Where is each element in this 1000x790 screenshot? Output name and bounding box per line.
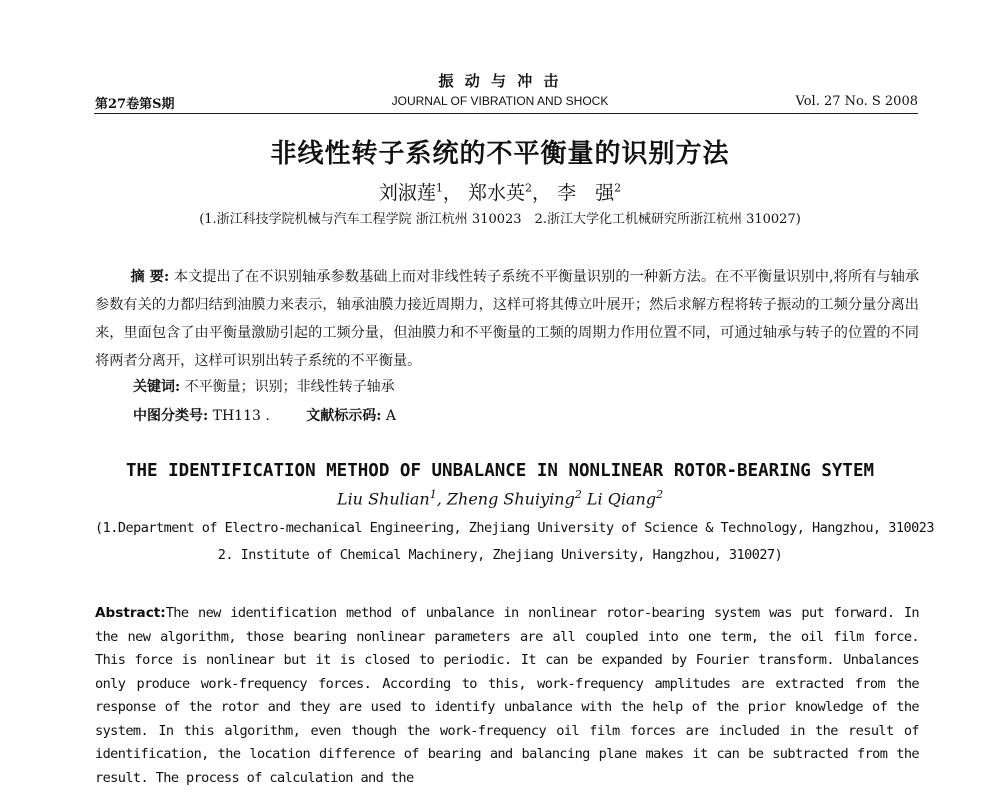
affiliation-en-1: (1.Department of Electro-mechanical Engineering, Zhejiang University of Science & Technology, Hangzhou, 310023 [95, 520, 935, 536]
authors-cn [0, 178, 1000, 205]
abstract-en [95, 602, 919, 790]
clc-label: 中图分类号: [133, 408, 209, 424]
author-name-en: Liu Shulian [336, 489, 430, 509]
author-affil-sup: 2 [614, 181, 622, 195]
author-name-en: Zheng Shuiying [446, 489, 575, 509]
abstract-en-label: Abstract: [95, 605, 166, 621]
keywords-cn [133, 376, 395, 396]
author-separator: ， [442, 182, 462, 204]
abstract-cn [95, 263, 919, 375]
header-rule [94, 113, 918, 114]
author-affil-sup: 1 [429, 488, 437, 501]
author-affil-sup: 1 [435, 181, 443, 195]
journal-name-en: JOURNAL OF VIBRATION AND SHOCK [391, 94, 609, 108]
doc-code-label: 文献标示码: [306, 408, 382, 424]
author-separator: ， [532, 182, 552, 204]
clc-code: TH113 . [212, 408, 270, 424]
volume-info-cn: 第27卷第S期 [95, 97, 175, 112]
abstract-cn-text: 本文提出了在不识别轴承参数基础上而对非线性转子系统不平衡量识别的一种新方法。在不平衡量识别中,将所有与轴承参数有关的力都归结到油膜力来表示，轴承油膜力接近周期力，这样可将其傅立叶展开；然后求解方程将转子振动的工频分量分离出来，里面包含了由平衡量激励引起的工频分量，但油膜力和不平衡量的工频的周期力作用位置不同，可通过轴承与转子的位置的不同将两者分离开，这样可识别出转子系统的不平衡量。 [95, 269, 920, 369]
author-affil-sup: 2 [574, 488, 582, 501]
classification-line [133, 405, 396, 425]
paper-title-cn: 非线性转子系统的不平衡量的识别方法 [270, 139, 730, 169]
author-name-en: Li Qiang [586, 489, 657, 509]
doc-code: A [385, 408, 396, 424]
author-name: 郑水英 [467, 182, 525, 204]
author-name: 李 强 [557, 182, 615, 204]
paper-title-en: THE IDENTIFICATION METHOD OF UNBALANCE IN NONLINEAR ROTOR-BEARING SYTEM [125, 461, 875, 481]
author-name: 刘淑莲 [378, 182, 436, 204]
affiliation-cn: (1.浙江科技学院机械与汽车工程学院 浙江杭州 310023 2.浙江大学化工机械研究所浙江杭州 310027) [199, 212, 801, 227]
author-affil-sup: 2 [525, 181, 532, 195]
author-separator: , [436, 489, 447, 509]
authors-en [0, 488, 1000, 508]
affiliation-en-2: 2. Institute of Chemical Machinery, Zhejiang University, Hangzhou, 310027) [217, 547, 783, 563]
volume-info-en: Vol. 27 No. S 2008 [795, 94, 918, 109]
keywords-text: 不平衡量；识别；非线性转子轴承 [184, 379, 395, 395]
abstract-cn-label: 摘 要: [130, 269, 170, 285]
abstract-en-text: The new identification method of unbalance in nonlinear rotor-bearing system was put forward. In the new algorithm, those bearing nonlinear parameters are all coupled into one term, the oil film force. This force is nonlinear but it is closed to periodic. It can be expanded by Fourier transform. Unbalances only produce work-frequency forces. According to this, work-frequency amplitudes are extracted from the response of the rotor and they are used to identify unbalance with the help of the prior knowledge of the system. In this algorithm, even though the work-frequency oil film forces are included in the result of identification, the location difference of bearing and balancing plane makes it can be subtracted from the result. The process of calculation and the [95, 605, 919, 786]
keywords-label: 关键词: [133, 379, 181, 395]
author-affil-sup: 2 [656, 488, 664, 501]
journal-name-cn: 振 动 与 冲 击 [438, 72, 562, 90]
